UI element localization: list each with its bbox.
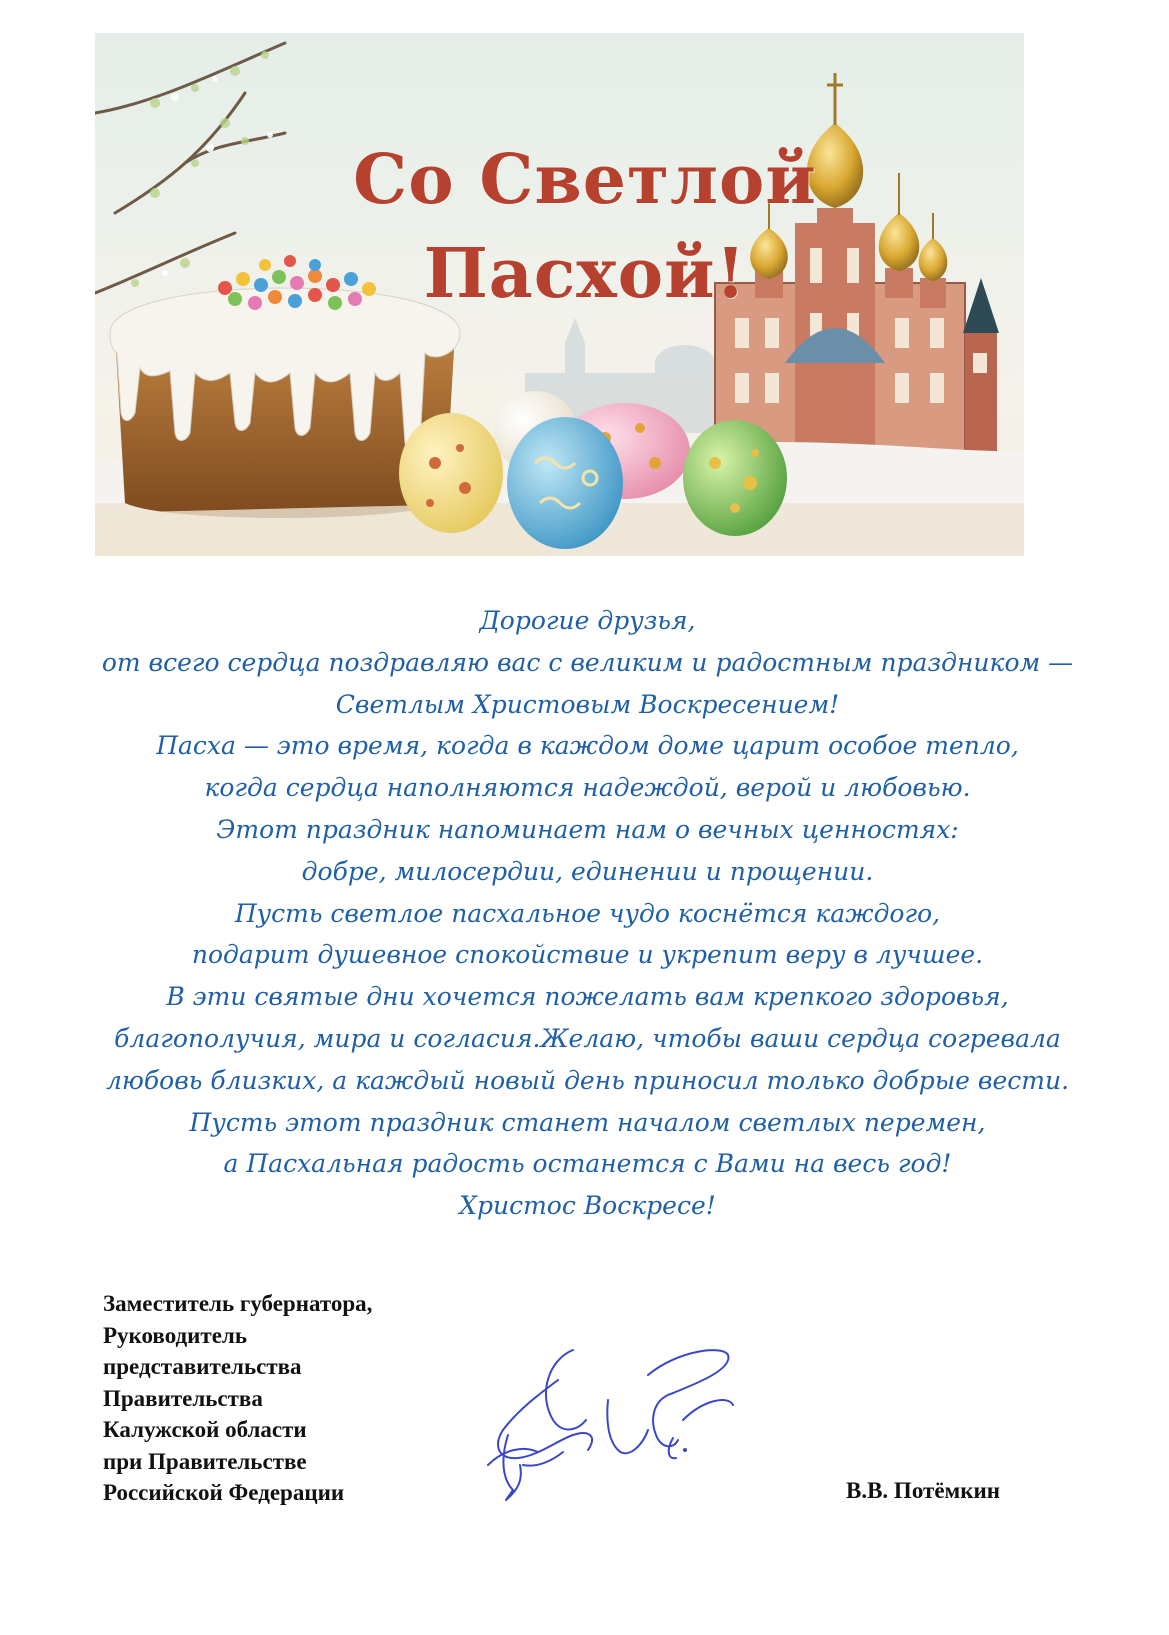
greeting-line: Пусть светлое пасхальное чудо коснётся каждого,: [234, 898, 941, 928]
easter-banner-illustration: [95, 33, 1024, 556]
greeting-line: В эти святые дни хочется пожелать вам крепкого здоровья,: [166, 982, 1009, 1012]
signer-name: В.В. Потёмкин: [846, 1478, 1000, 1503]
signer-position-line: Калужской области: [103, 1417, 307, 1442]
greeting-line: Пасха — это время, когда в каждом доме царит особое тепло,: [156, 731, 1019, 761]
signer-position: [103, 1288, 372, 1509]
signer-position-line: представительства: [103, 1354, 302, 1379]
greeting-line: от всего сердца поздравляю вас с великим и радостным праздником —: [101, 647, 1074, 677]
handwritten-signature: [478, 1340, 748, 1510]
greeting-line: благополучия, мира и согласия.Желаю, чтобы ваши сердца согревала: [114, 1023, 1061, 1053]
greeting-line: Светлым Христовым Воскресением!: [335, 689, 840, 719]
greeting-line: любовь близких, а каждый новый день приносил только добрые вести.: [105, 1065, 1070, 1095]
signer-position-line: Правительства: [103, 1385, 263, 1411]
banner-title-line-2: Пасхой!: [423, 234, 747, 314]
greeting-line: добре, милосердии, единении и прощении.: [301, 856, 874, 886]
signer-position-line: Российской Федерации: [103, 1480, 345, 1505]
signer-position-line: Заместитель губернатора,: [103, 1291, 373, 1316]
greeting-line: Дорогие друзья,: [479, 606, 696, 635]
greeting-line: Христос Воскресе!: [459, 1191, 716, 1221]
banner-title-line-1: Со Светлой: [353, 140, 817, 220]
greeting-line: Пусть этот праздник станет началом светлых перемен,: [189, 1107, 986, 1137]
greeting-text: [60, 600, 1115, 1227]
greeting-line: Этот праздник напоминает нам о вечных ценностях:: [216, 814, 959, 844]
greeting-line: когда сердца наполняются надеждой, верой и любовью.: [204, 773, 971, 803]
greeting-line: а Пасхальная радость останется с Вами на весь год!: [223, 1149, 952, 1179]
banner-title: [345, 133, 825, 321]
greeting-line: подарит душевное спокойствие и укрепит веру в лучшее.: [191, 940, 984, 970]
signer-position-line: Руководитель: [103, 1322, 247, 1348]
signer-position-line: при Правительстве: [103, 1448, 307, 1474]
